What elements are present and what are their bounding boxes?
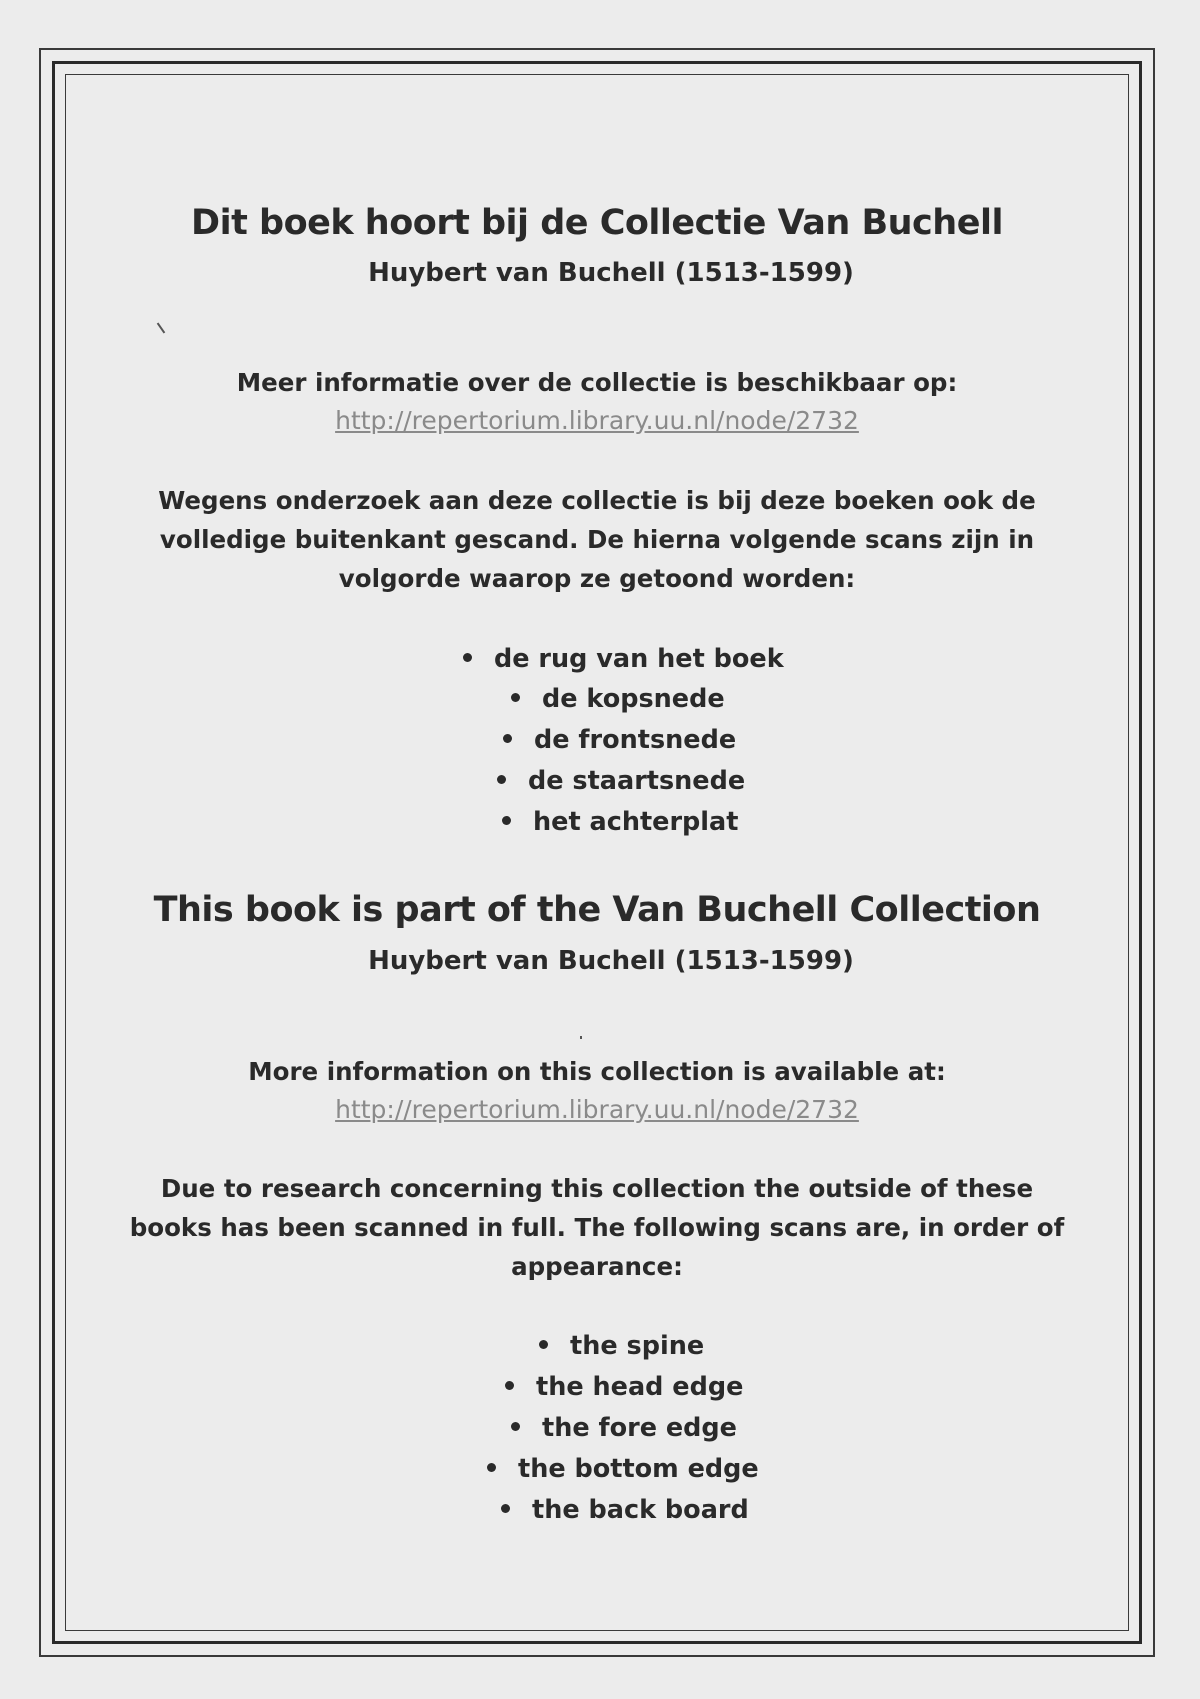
dutch-title: Dit boek hoort bij de Collectie Van Buchell [191, 203, 1003, 243]
bullet-icon [503, 734, 512, 743]
english-paragraph-line: appearance: [511, 1252, 683, 1281]
dutch-collection-link[interactable]: http://repertorium.library.uu.nl/node/2732 [335, 406, 859, 435]
bullet-icon [539, 1340, 548, 1349]
bullet-icon [502, 816, 511, 825]
bullet-icon [511, 1422, 520, 1431]
english-paragraph-line: books has been scanned in full. The following scans are, in order of [129, 1213, 1065, 1242]
list-item: the head edge [505, 1372, 743, 1402]
dutch-paragraph-line: volgorde waarop ze getoond worden: [338, 564, 856, 593]
list-item: the back board [501, 1495, 749, 1525]
english-paragraph [65, 1169, 1129, 1286]
english-info-label: More information on this collection is available at: [248, 1057, 946, 1086]
bullet-icon [487, 1463, 496, 1472]
dutch-info-label: Meer informatie over de collectie is beschikbaar op: [236, 368, 958, 397]
english-collection-link[interactable]: http://repertorium.library.uu.nl/node/2732 [335, 1095, 859, 1124]
list-item: de rug van het boek [463, 644, 784, 674]
bullet-icon [463, 653, 472, 662]
list-item: de frontsnede [503, 725, 736, 755]
english-title: This book is part of the Van Buchell Collection [153, 890, 1041, 930]
dutch-paragraph-line: volledige buitenkant gescand. De hierna volgende scans zijn in [159, 525, 1035, 554]
notice-sheet [65, 74, 1129, 1631]
list-item: het achterplat [502, 807, 738, 837]
english-subtitle: Huybert van Buchell (1513-1599) [368, 946, 854, 976]
list-item: the bottom edge [487, 1454, 759, 1484]
bullet-icon [497, 775, 506, 784]
dutch-subtitle: Huybert van Buchell (1513-1599) [368, 258, 854, 288]
list-item: de staartsnede [497, 766, 745, 796]
list-item: de kopsnede [511, 684, 725, 714]
bullet-icon [501, 1504, 510, 1513]
bullet-icon [505, 1381, 514, 1390]
list-item: the spine [539, 1331, 704, 1361]
scan-speck [580, 1036, 582, 1039]
dutch-paragraph-line: Wegens onderzoek aan deze collectie is bij deze boeken ook de [158, 486, 1036, 515]
list-item: the fore edge [511, 1413, 737, 1443]
bullet-icon [511, 693, 520, 702]
english-paragraph-line: Due to research concerning this collection the outside of these [160, 1174, 1034, 1203]
dutch-paragraph [65, 481, 1129, 598]
